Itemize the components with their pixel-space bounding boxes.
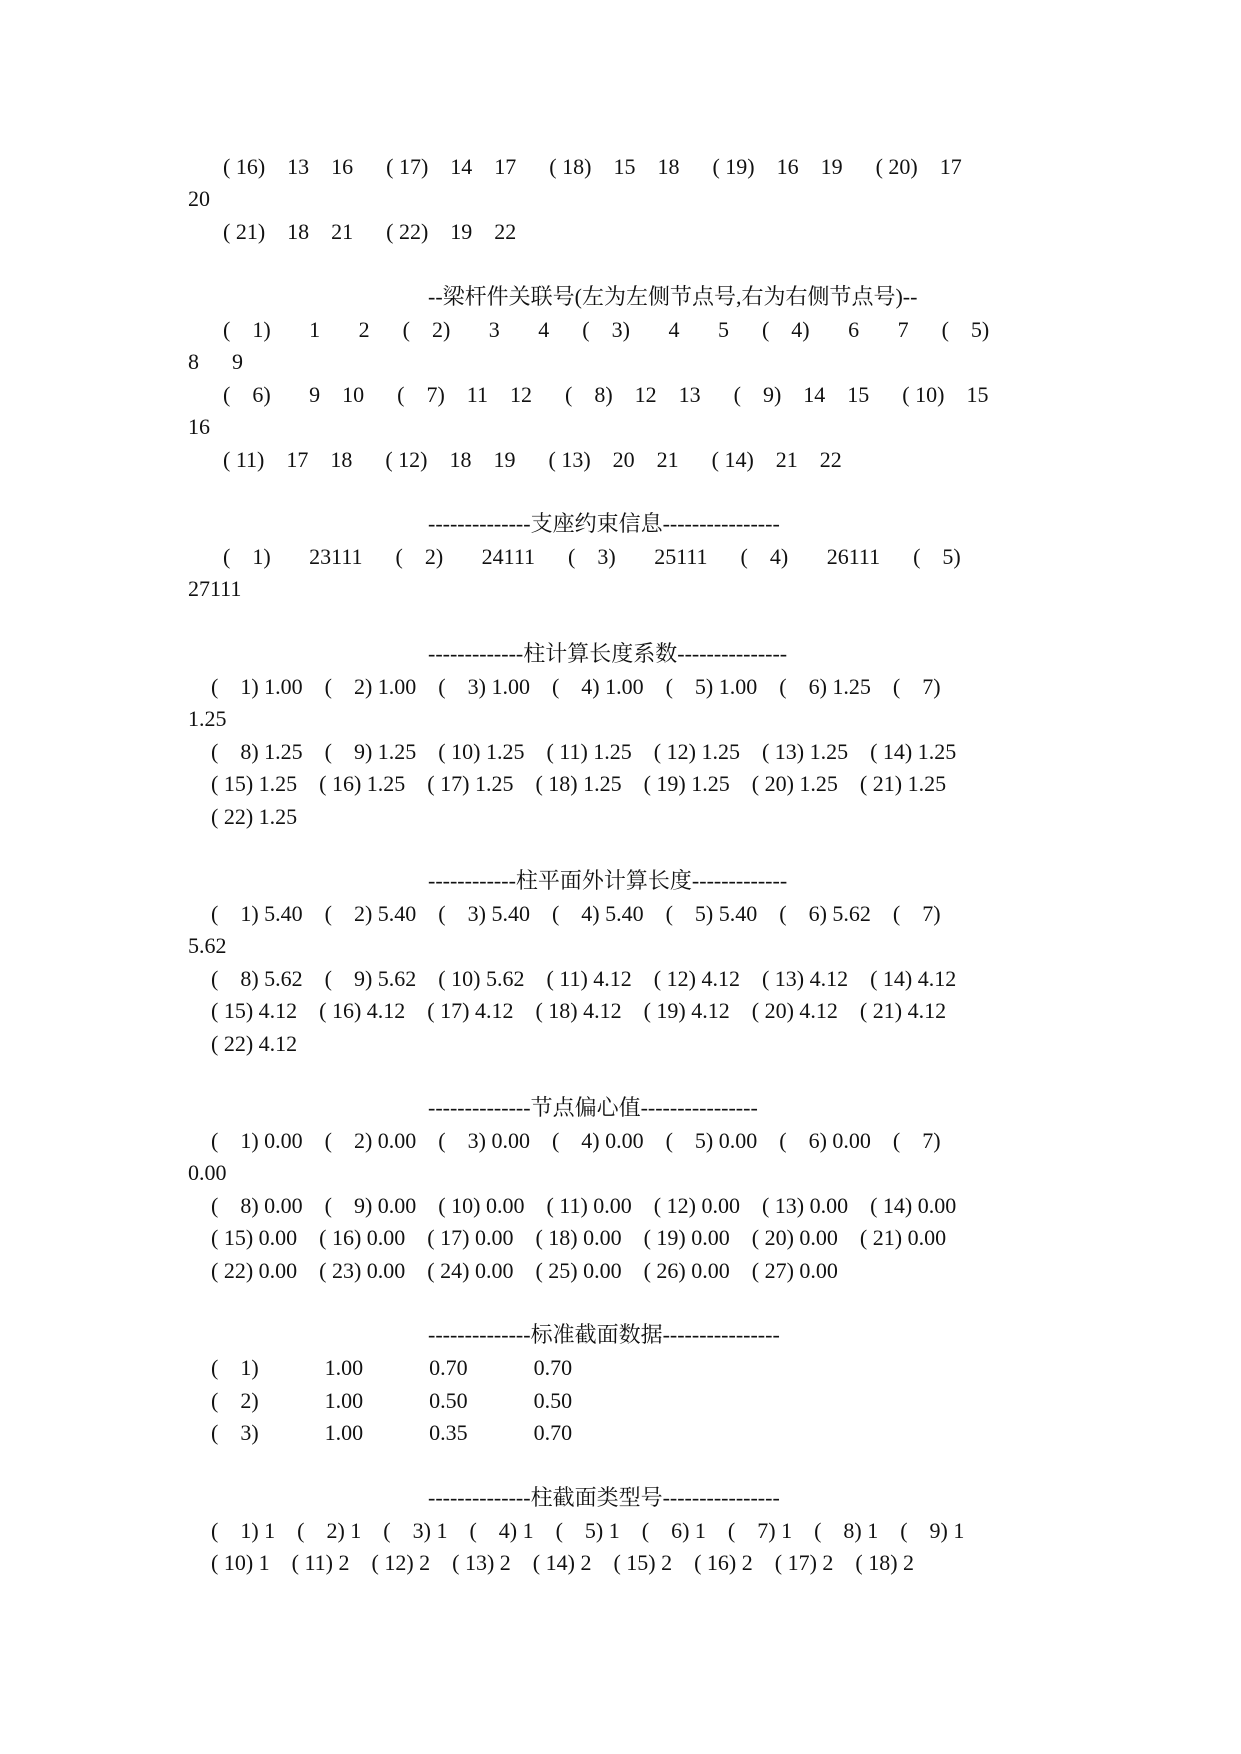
col-len-coef-row-3: ( 8) 1.25 ( 9) 1.25 ( 10) 1.25 ( 11) 1.25 ( 12) 1.25 ( 13) 1.25 ( 14) 1.25 <box>211 739 957 764</box>
support-heading: --------------支座约束信息---------------- <box>428 511 780 536</box>
node-ecc-heading: --------------节点偏心值---------------- <box>428 1095 758 1120</box>
support-row-1: ( 1) 23111 ( 2) 24111 ( 3) 25111 ( 4) 26111 ( 5) <box>223 544 961 569</box>
col-out-len-heading: ------------柱平面外计算长度------------- <box>428 868 788 893</box>
beam-row-4: 16 <box>188 414 210 439</box>
beam-row-2: 8 9 <box>188 349 243 374</box>
std-section-row-3: ( 3) 1.00 0.35 0.70 <box>211 1420 573 1445</box>
col-out-len-row-4: ( 15) 4.12 ( 16) 4.12 ( 17) 4.12 ( 18) 4.12 ( 19) 4.12 ( 20) 4.12 ( 21) 4.12 <box>211 998 947 1023</box>
node-ecc-row-1: ( 1) 0.00 ( 2) 0.00 ( 3) 0.00 ( 4) 0.00 ( 5) 0.00 ( 6) 0.00 ( 7) <box>211 1128 941 1153</box>
node-ecc-row-5: ( 22) 0.00 ( 23) 0.00 ( 24) 0.00 ( 25) 0.00 ( 26) 0.00 ( 27) 0.00 <box>211 1258 838 1283</box>
col-section-type-row-1: ( 1) 1 ( 2) 1 ( 3) 1 ( 4) 1 ( 5) 1 ( 6) 1 ( 7) 1 ( 8) 1 ( 9) 1 <box>211 1518 965 1543</box>
node-ecc-row-2: 0.00 <box>188 1160 227 1185</box>
std-section-row-2: ( 2) 1.00 0.50 0.50 <box>211 1388 573 1413</box>
top-row-1: ( 16) 13 16 ( 17) 14 17 ( 18) 15 18 ( 19) 16 19 ( 20) 17 <box>223 154 962 179</box>
col-section-type-heading: --------------柱截面类型号---------------- <box>428 1485 780 1510</box>
col-len-coef-row-2: 1.25 <box>188 706 227 731</box>
col-section-type-row-2: ( 10) 1 ( 11) 2 ( 12) 2 ( 13) 2 ( 14) 2 ( 15) 2 ( 16) 2 ( 17) 2 ( 18) 2 <box>211 1550 915 1575</box>
beam-row-1: ( 1) 1 2 ( 2) 3 4 ( 3) 4 5 ( 4) 6 7 ( 5) <box>223 317 990 342</box>
node-ecc-row-3: ( 8) 0.00 ( 9) 0.00 ( 10) 0.00 ( 11) 0.00 ( 12) 0.00 ( 13) 0.00 ( 14) 0.00 <box>211 1193 957 1218</box>
beam-row-3: ( 6) 9 10 ( 7) 11 12 ( 8) 12 13 ( 9) 14 15 ( 10) 15 <box>223 382 989 407</box>
col-out-len-row-3: ( 8) 5.62 ( 9) 5.62 ( 10) 5.62 ( 11) 4.12 ( 12) 4.12 ( 13) 4.12 ( 14) 4.12 <box>211 966 957 991</box>
beam-row-5: ( 11) 17 18 ( 12) 18 19 ( 13) 20 21 ( 14) 21 22 <box>223 447 842 472</box>
std-section-row-1: ( 1) 1.00 0.70 0.70 <box>211 1355 573 1380</box>
support-row-2: 27111 <box>188 576 242 601</box>
col-len-coef-heading: -------------柱计算长度系数--------------- <box>428 641 788 666</box>
col-len-coef-row-4: ( 15) 1.25 ( 16) 1.25 ( 17) 1.25 ( 18) 1.25 ( 19) 1.25 ( 20) 1.25 ( 21) 1.25 <box>211 771 947 796</box>
std-section-heading: --------------标准截面数据---------------- <box>428 1322 780 1347</box>
col-out-len-row-2: 5.62 <box>188 933 227 958</box>
col-len-coef-row-1: ( 1) 1.00 ( 2) 1.00 ( 3) 1.00 ( 4) 1.00 ( 5) 1.00 ( 6) 1.25 ( 7) <box>211 674 941 699</box>
node-ecc-row-4: ( 15) 0.00 ( 16) 0.00 ( 17) 0.00 ( 18) 0.00 ( 19) 0.00 ( 20) 0.00 ( 21) 0.00 <box>211 1225 947 1250</box>
col-out-len-row-1: ( 1) 5.40 ( 2) 5.40 ( 3) 5.40 ( 4) 5.40 ( 5) 5.40 ( 6) 5.62 ( 7) <box>211 901 941 926</box>
col-out-len-row-5: ( 22) 4.12 <box>211 1031 298 1056</box>
top-row-3: ( 21) 18 21 ( 22) 19 22 <box>223 219 517 244</box>
top-row-2: 20 <box>188 186 210 211</box>
beam-heading: --梁杆件关联号(左为左侧节点号,右为右侧节点号)-- <box>428 284 918 309</box>
col-len-coef-row-5: ( 22) 1.25 <box>211 804 298 829</box>
